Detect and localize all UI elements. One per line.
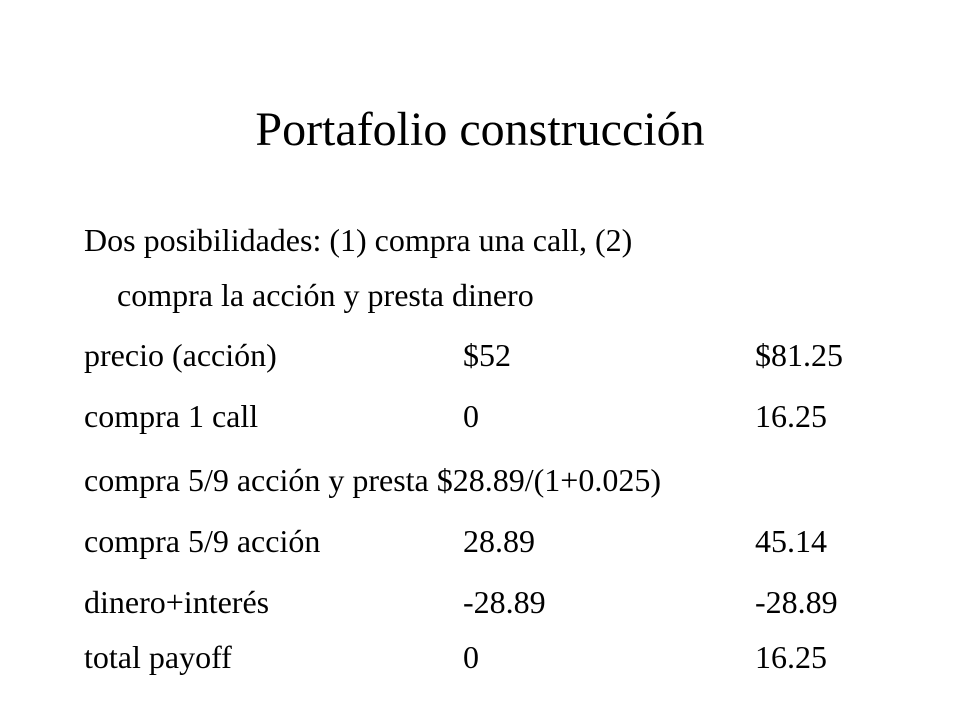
- row-value-now: 0: [463, 639, 479, 675]
- row-label: total payoff: [84, 639, 232, 675]
- intro-line-1: Dos posibilidades: (1) compra una call, (2): [84, 222, 633, 258]
- row-label: compra 5/9 acción: [84, 523, 321, 559]
- table-row-accion: [84, 521, 944, 561]
- intro-line-2: compra la acción y presta dinero: [117, 277, 534, 313]
- row-label: precio (acción): [84, 337, 277, 373]
- table-row-dinero: [84, 582, 944, 622]
- table-row-total: [84, 637, 944, 677]
- row-label: dinero+interés: [84, 584, 270, 620]
- slide-title: Portafolio construcción: [255, 103, 705, 156]
- table-row-precio: [84, 335, 944, 375]
- row-value-now: $52: [463, 337, 511, 373]
- row-value-up: 45.14: [755, 523, 827, 559]
- note-line: compra 5/9 acción y presta $28.89/(1+0.025): [84, 462, 661, 498]
- row-value-up: -28.89: [755, 584, 838, 620]
- table-row-call: [84, 396, 944, 436]
- row-value-up: 16.25: [755, 398, 827, 434]
- row-label: compra 1 call: [84, 398, 259, 434]
- row-value-up: $81.25: [755, 337, 843, 373]
- row-value-now: -28.89: [463, 584, 546, 620]
- row-value-now: 0: [463, 398, 479, 434]
- row-value-now: 28.89: [463, 523, 535, 559]
- row-value-up: 16.25: [755, 639, 827, 675]
